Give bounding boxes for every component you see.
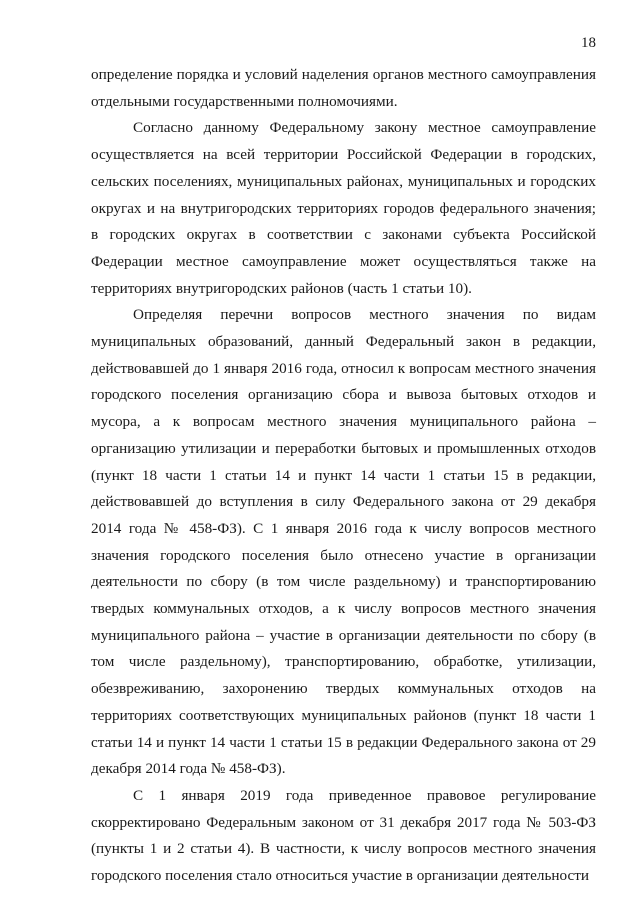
page-number: 18 xyxy=(581,35,596,51)
paragraph-continuation: определение порядка и условий наделения органов местного самоуправления отдельными государственными полномочиями. xyxy=(91,66,596,110)
paragraph-2019-amendment: С 1 января 2019 года приведенное правовое регулирование скорректировано Федеральным законом от 31 декабря 2017 года № 503-ФЗ (пункты 1 и 2 статьи 4). В частности, к числу вопросов местного значения городского поселения стало относиться участие в организации деятельности xyxy=(91,786,596,885)
paragraph-local-issues: Определяя перечни вопросов местного значения по видам муниципальных образований, данный Федеральный закон в редакции, действовавшей до 1 января 2016 года, относил к вопросам местного значения городского поселения организацию сбора и вывоза бытовых отходов и мусора, а к вопросам местного значения муниципального района – организацию утилизации и переработки бытовых и промышленных отходов (пункт 18 части 1 статьи 14 и пункт 14 части 1 статьи 15 в редакции, действовавшей до вступления в силу Федерального закона от 29 декабря 2014 года № 458-ФЗ). С 1 января 2016 года к числу вопросов местного значения городского поселения было отнесено участие в организации деятельности по сбору (в том числе раздельному) и транспортированию твердых коммунальных отходов, а к числу вопросов местного значения муниципального района – участие в организации деятельности по сбору (в том числе раздельному), транспортированию, обработке, утилизации, обезвреживанию, захоронению твердых коммунальных отходов на территориях соответствующих муниципальных районов (пункт 18 части 1 статьи 14 и пункт 14 части 1 статьи 15 в редакции Федерального закона от 29 декабря 2014 года № 458-ФЗ). xyxy=(91,306,596,778)
document-body xyxy=(91,62,596,890)
paragraph-local-self-government: Согласно данному Федеральному закону местное самоуправление осуществляется на всей территории Российской Федерации в городских, сельских поселениях, муниципальных районах, муниципальных и городских округах и на внутригородских территориях городов федерального значения; в городских округах в соответствии с законами субъекта Российской Федерации местное самоуправление может осуществляться также на территориях внутригородских районов (часть 1 статьи 10). xyxy=(91,119,596,297)
